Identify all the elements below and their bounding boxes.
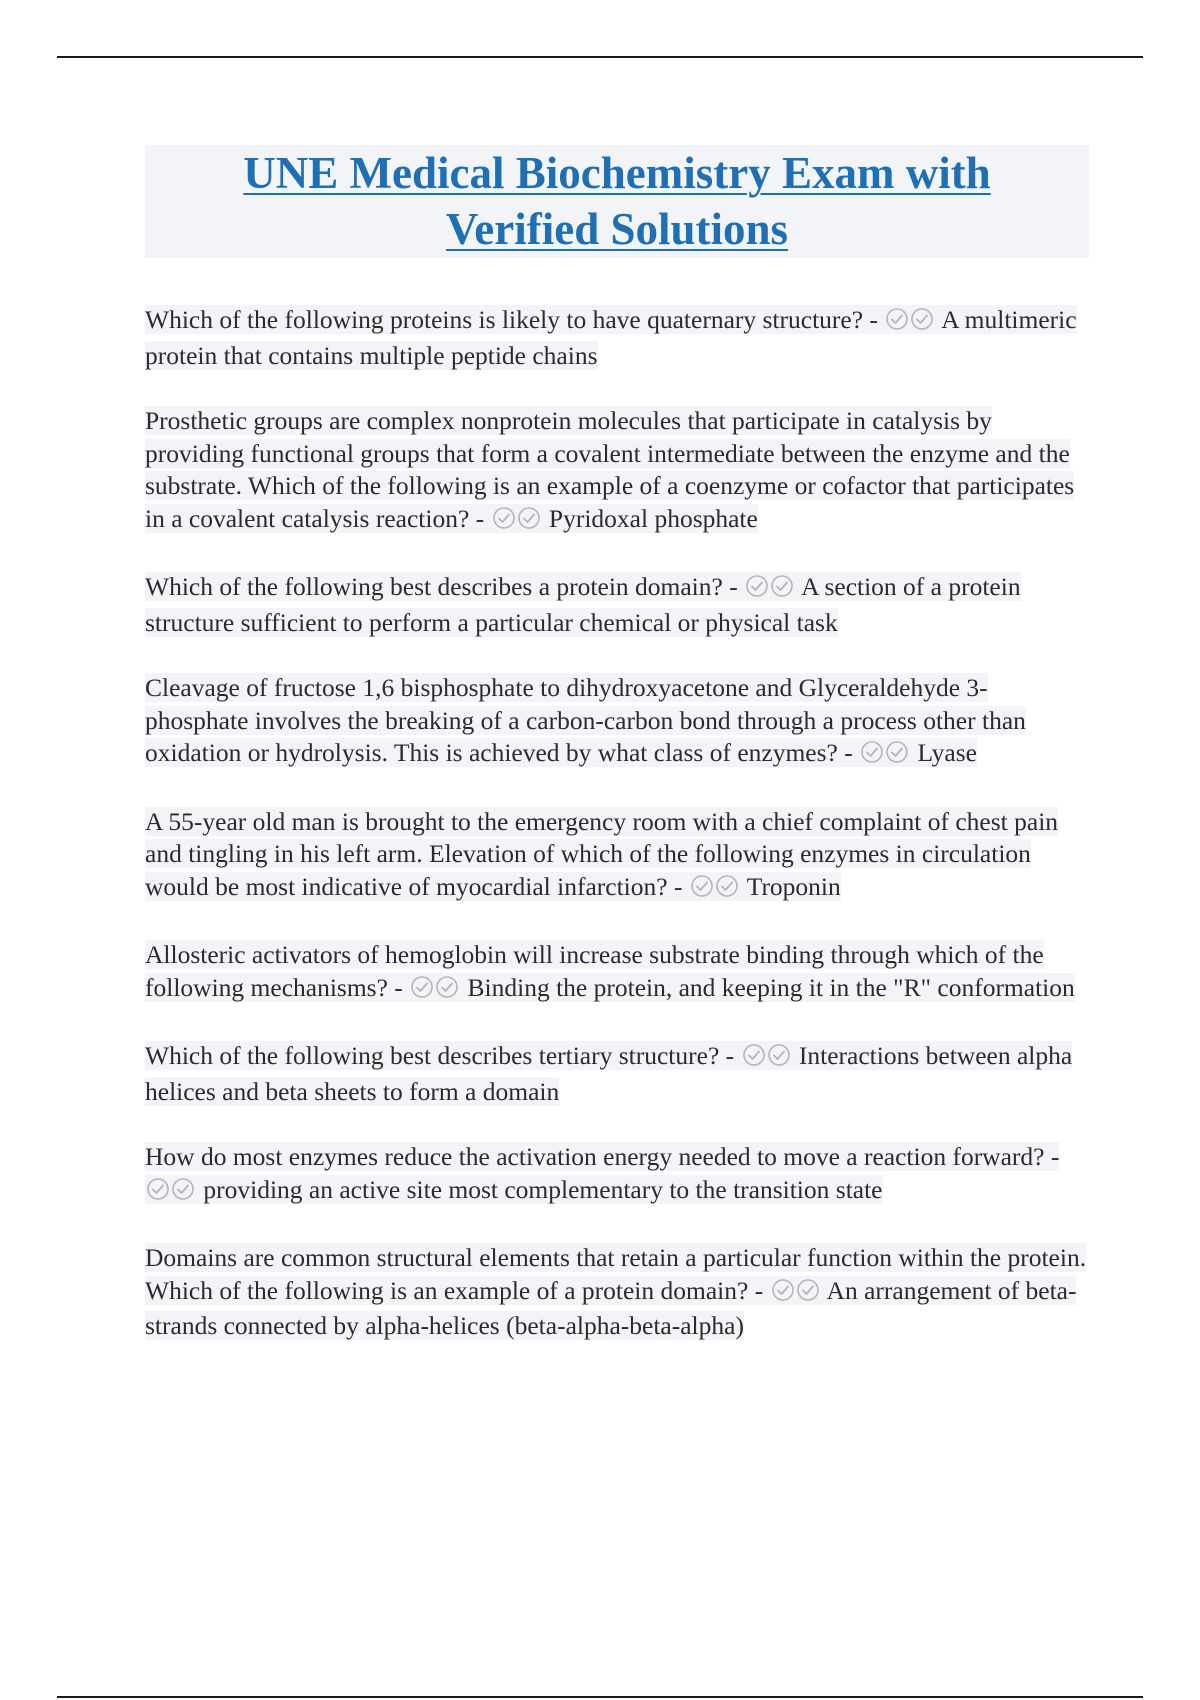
answer-text: Troponin (746, 871, 841, 901)
answer-text: A multimeric protein that contains multiple peptide chains (145, 305, 1077, 370)
double-check-circle-icon (745, 574, 795, 607)
question-text: Which of the following best describes tertiary structure? (145, 1041, 720, 1070)
separator: - (729, 572, 738, 601)
question-text: Which of the following proteins is likely to have quaternary structure? (145, 305, 864, 334)
footer-rule (57, 1696, 1143, 1698)
answer-text: Binding the protein, and keeping it in the "R" conformation (467, 972, 1075, 1002)
answer-text: A section of a protein structure sufficient to perform a particular chemical or physical task (145, 572, 1021, 637)
double-check-circle-icon (885, 307, 935, 340)
answer-text: providing an active site most complementary to the transition state (203, 1174, 883, 1204)
double-check-circle-icon (742, 1043, 792, 1076)
answer-text: Pyridoxal phosphate (548, 503, 758, 533)
answer-text: Interactions between alpha helices and beta sheets to form a domain (145, 1041, 1073, 1106)
answer-text: Lyase (917, 738, 977, 767)
qa-item (145, 571, 1090, 639)
document-title (145, 145, 1089, 258)
separator: - (869, 305, 878, 334)
qa-item (145, 1141, 1090, 1209)
qa-item (145, 939, 1090, 1007)
double-check-circle-icon (492, 506, 542, 539)
answer-text: An arrangement of beta-strands connected by alpha-helices (beta-alpha-beta-alpha) (145, 1275, 1077, 1340)
question-text: Which of the following best describes a protein domain? (145, 572, 723, 601)
qa-item (145, 405, 1090, 538)
separator: - (673, 871, 683, 901)
qa-item (145, 806, 1090, 907)
qa-item (145, 672, 1090, 773)
header-rule (57, 56, 1143, 58)
qa-list (145, 304, 1090, 1376)
question-text: A 55-year old man is brought to the emergency room with a chief complaint of chest pain and tingling in his left arm. Elevation of which of the following enzymes in circulation would be most indicative of myocardial infarction? (145, 806, 1059, 901)
double-check-circle-icon (410, 975, 460, 1008)
question-text: How do most enzymes reduce the activation energy needed to move a reaction forward? (145, 1142, 1045, 1171)
separator: - (1050, 1142, 1060, 1171)
title-line-1: UNE Medical Biochemistry Exam with (243, 148, 991, 198)
title-line-2: Verified Solutions (445, 204, 789, 254)
question-text: Cleavage of fructose 1,6 bisphosphate to dihydroxyacetone and Glyceraldehyde 3-phosphate involves the breaking of a carbon-carbon bond through a process other than oxidation or hydrolysis. This is achieved by what class of enzymes? (145, 673, 1026, 767)
question-text: Prosthetic groups are complex nonprotein molecules that participate in catalysis by providing functional groups that form a covalent intermediate between the enzyme and the substrate. Which of the following is an example of a coenzyme or cofactor that participates in a covalent catalysis reaction? (145, 406, 1075, 533)
separator: - (475, 503, 485, 533)
double-check-circle-icon (771, 1278, 821, 1311)
double-check-circle-icon (146, 1177, 196, 1210)
separator: - (844, 738, 853, 767)
separator: - (725, 1041, 735, 1070)
separator: - (394, 972, 403, 1002)
double-check-circle-icon (860, 740, 910, 773)
qa-item (145, 1040, 1090, 1108)
question-text: Allosteric activators of hemoglobin will increase substrate binding through which of the following mechanisms? (145, 940, 1044, 1002)
separator: - (754, 1275, 764, 1305)
question-text: Domains are common structural elements that retain a particular function within the protein. Which of the following is an example of a protein domain? (145, 1243, 1087, 1305)
double-check-circle-icon (690, 874, 740, 907)
qa-item (145, 304, 1090, 372)
qa-item (145, 1242, 1090, 1343)
